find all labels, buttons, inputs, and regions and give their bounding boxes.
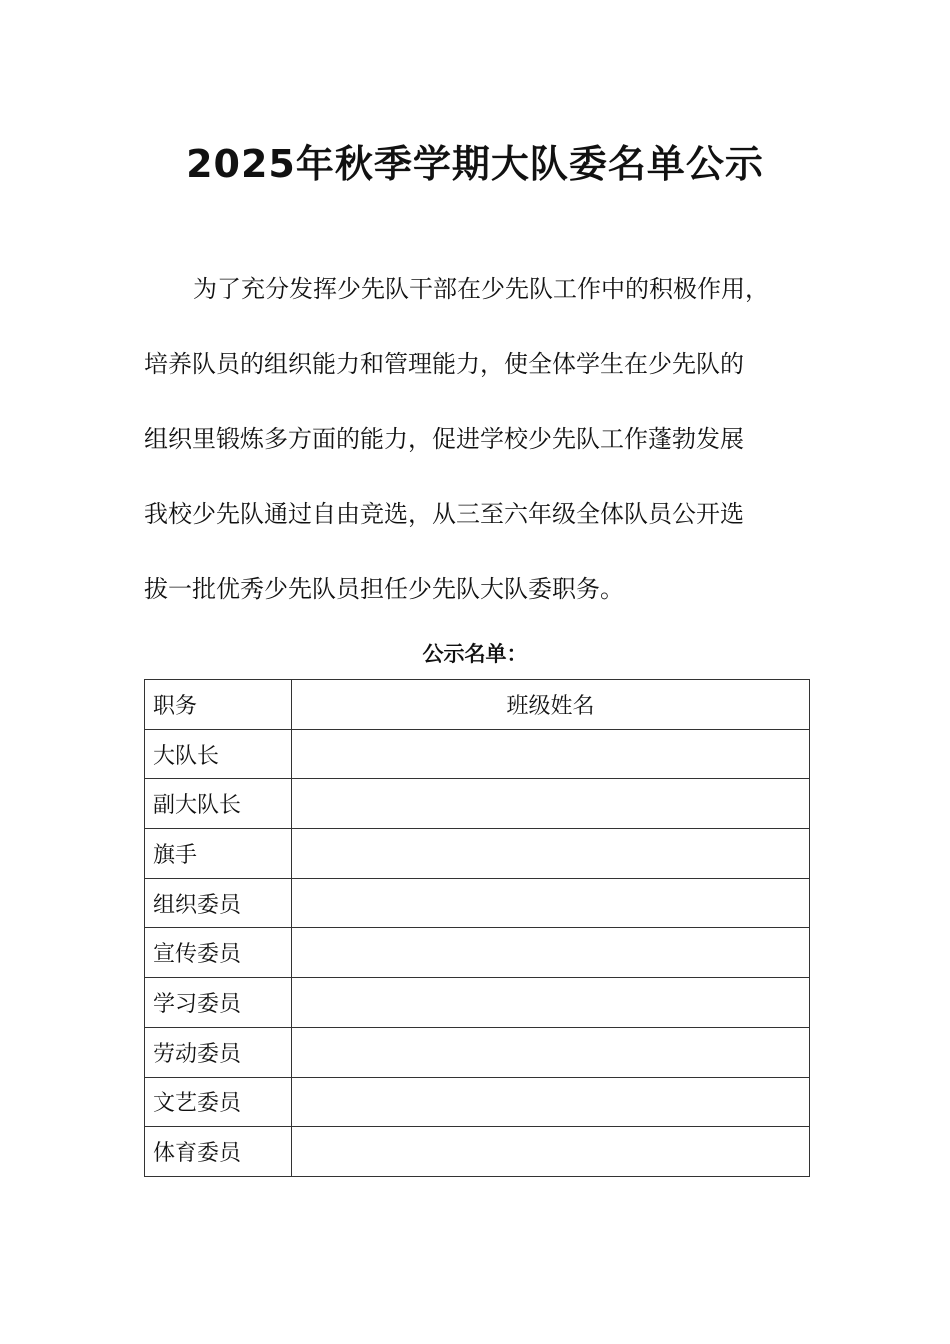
intro-paragraph-line: 组织里锻炼多方面的能力，促进学校少先队工作蓬勃发展: [144, 425, 744, 453]
table-row: [145, 928, 810, 978]
page-title: 2025年秋季学期大队委名单公示: [186, 142, 764, 186]
table-row: [145, 1077, 810, 1127]
role-cell: 宣传委员: [145, 928, 292, 978]
role-cell: 副大队长: [145, 779, 292, 829]
intro-paragraph-line: 我校少先队通过自由竞选，从三至六年级全体队员公开选: [144, 500, 744, 528]
name-cell: [292, 1077, 810, 1127]
table-row: [145, 978, 810, 1028]
role-cell: 大队长: [145, 729, 292, 779]
role-cell: 旗手: [145, 829, 292, 879]
role-cell: 体育委员: [145, 1127, 292, 1177]
header-role: 职务: [145, 680, 292, 730]
table-row: [145, 829, 810, 879]
name-cell: [292, 928, 810, 978]
role-cell: 学习委员: [145, 978, 292, 1028]
table-row: [145, 779, 810, 829]
name-cell: [292, 829, 810, 879]
intro-paragraph-line: 培养队员的组织能力和管理能力，使全体学生在少先队的: [144, 350, 744, 378]
name-cell: [292, 978, 810, 1028]
table-row: [145, 1027, 810, 1077]
intro-paragraph-line: 拔一批优秀少先队员担任少先队大队委职务。: [144, 575, 624, 603]
name-cell: [292, 729, 810, 779]
intro-paragraph-line: 为了充分发挥少先队干部在少先队工作中的积极作用，: [193, 275, 769, 303]
name-cell: [292, 1127, 810, 1177]
list-heading: 公示名单：: [422, 642, 528, 666]
name-cell: [292, 779, 810, 829]
table-header-row: [145, 680, 810, 730]
table-row: [145, 878, 810, 928]
role-cell: 文艺委员: [145, 1077, 292, 1127]
role-cell: 组织委员: [145, 878, 292, 928]
table-row: [145, 729, 810, 779]
roster-table: [144, 679, 810, 1177]
header-class-name: 班级姓名: [292, 680, 810, 730]
name-cell: [292, 1027, 810, 1077]
role-cell: 劳动委员: [145, 1027, 292, 1077]
table-row: [145, 1127, 810, 1177]
name-cell: [292, 878, 810, 928]
